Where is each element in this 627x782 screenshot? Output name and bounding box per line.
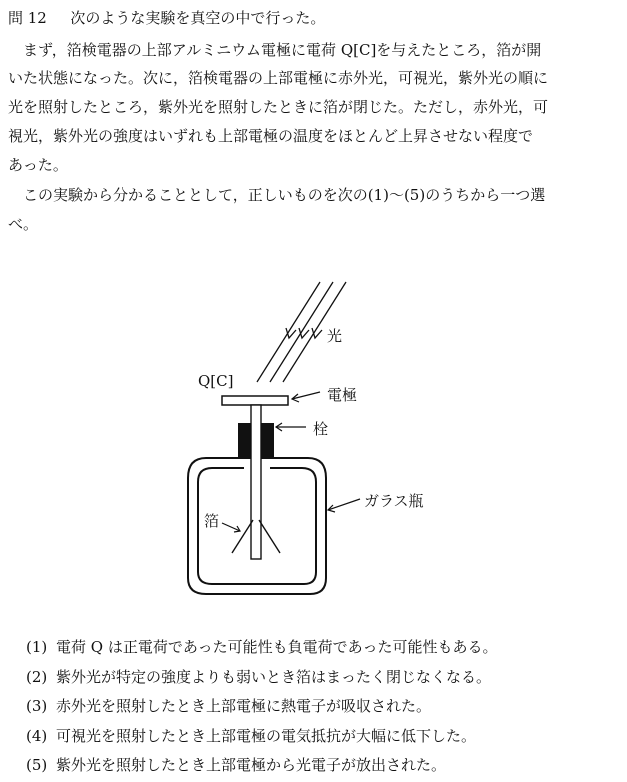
answer-option[interactable]: [26, 725, 476, 746]
paragraph-line: 視光，紫外光の強度はいずれも上部電極の温度をほとんど上昇させない程度で: [8, 127, 534, 145]
paragraph-line: あった。: [8, 156, 68, 174]
paragraph-line: 光を照射したところ，紫外光を照射したときに箔が閉じた。ただし，赤外光，可: [8, 98, 549, 116]
option-number: (2): [26, 668, 48, 686]
question-number: 問 12: [8, 9, 47, 27]
label-charge: Q[C]: [198, 372, 234, 390]
option-number: (5): [26, 756, 48, 774]
option-text: 電荷 Q は正電荷であった可能性も負電荷であった可能性もある。: [56, 638, 498, 656]
option-text: 赤外光を照射したとき上部電極に熱電子が吸収された。: [56, 697, 432, 715]
option-text: 可視光を照射したとき上部電極の電気抵抗が大幅に低下した。: [56, 727, 477, 745]
label-electrode: 電極: [327, 386, 358, 404]
answer-option[interactable]: [26, 636, 498, 657]
option-number: (4): [26, 727, 48, 745]
instruction-line: べ。: [8, 215, 39, 233]
label-stopper: 栓: [313, 420, 329, 438]
option-text: 紫外光を照射したとき上部電極から光電子が放出された。: [56, 756, 447, 774]
electrode-plate: [222, 396, 288, 405]
label-light: 光: [327, 327, 343, 345]
label-bottle: ガラス瓶: [364, 492, 424, 510]
instruction-line: この実験から分かることとして，正しいものを次の(1)～(5)のうちから一つ選: [8, 186, 546, 204]
paragraph-line: まず，箔検電器の上部アルミニウム電極に電荷 Q[C]を与えたところ，箔が開: [8, 41, 542, 59]
paragraph-line: いた状態になった。次に，箔検電器の上部電極に赤外光，可視光，紫外光の順に: [8, 69, 549, 87]
answer-option[interactable]: [26, 754, 446, 775]
answer-option[interactable]: [26, 695, 431, 716]
option-text: 紫外光が特定の強度よりも弱いとき箔はまったく閉じなくなる。: [56, 668, 492, 686]
answer-option[interactable]: [26, 666, 491, 687]
question-prompt: 次のような実験を真空の中で行った。: [70, 9, 326, 27]
electrode-rod: [251, 405, 261, 559]
label-pointers: [222, 392, 360, 532]
label-foil: 箔: [204, 512, 220, 530]
option-number: (1): [26, 638, 48, 656]
option-number: (3): [26, 697, 48, 715]
